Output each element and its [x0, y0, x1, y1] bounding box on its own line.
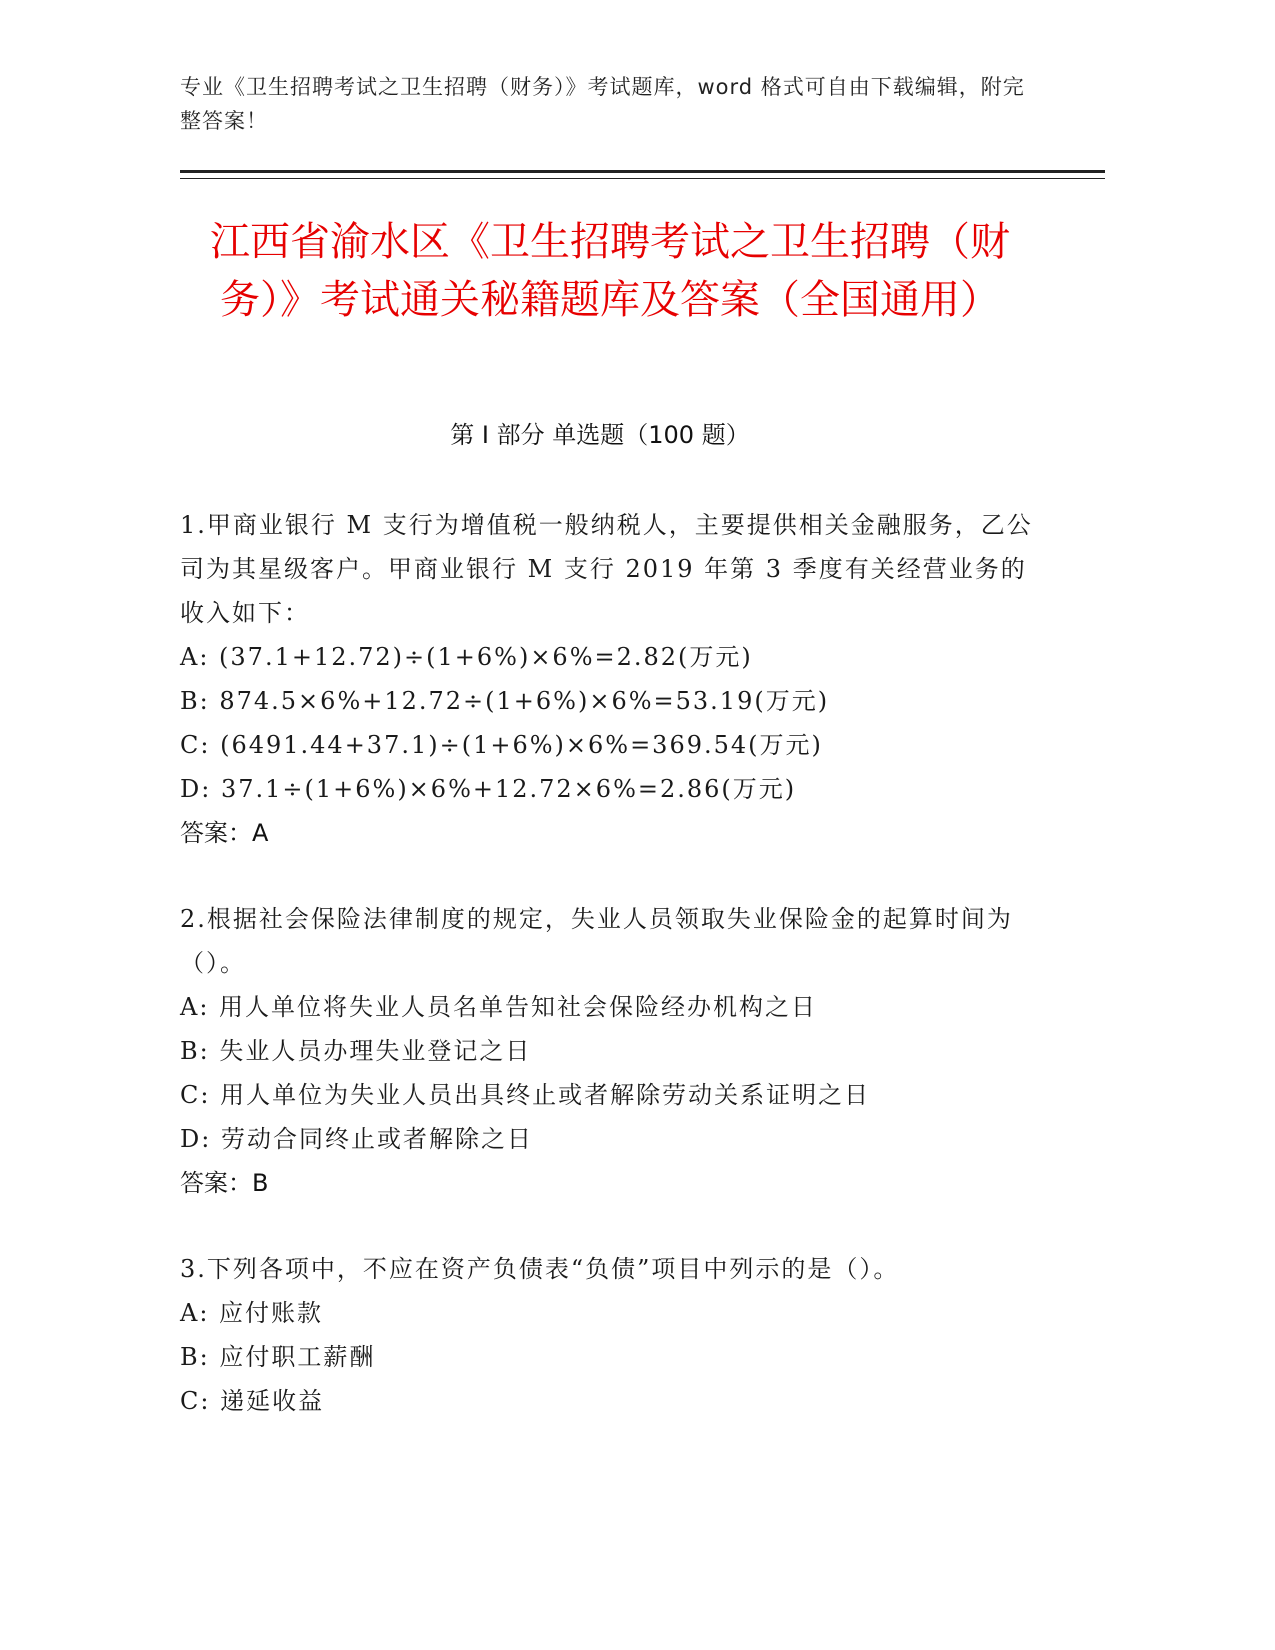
option-a: A: 用人单位将失业人员名单告知社会保险经办机构之日 — [180, 993, 818, 1021]
option-c: C: 递延收益 — [180, 1387, 325, 1415]
option-c: C: (6491.44+37.1)÷(1+6%)×6%=369.54(万元) — [180, 731, 823, 759]
option-c: C: 用人单位为失业人员出具终止或者解除劳动关系证明之日 — [180, 1081, 871, 1109]
answer: 答案：B — [180, 1169, 269, 1197]
question-text: 1.甲商业银行 M 支行为增值税一般纳税人，主要提供相关金融服务，乙公司为其星级客户。甲商业银行 M 支行 2019 年第 3 季度有关经营业务的收入如下： — [180, 511, 1033, 627]
option-a: A: (37.1+12.72)÷(1+6%)×6%=2.82(万元) — [180, 643, 753, 671]
option-b: B: 应付职工薪酬 — [180, 1343, 376, 1371]
option-b: B: 失业人员办理失业登记之日 — [180, 1037, 532, 1065]
question-1 — [180, 503, 1040, 855]
option-b: B: 874.5×6%+12.72÷(1+6%)×6%=53.19(万元) — [180, 687, 830, 715]
question-3 — [180, 1247, 1040, 1423]
question-2 — [180, 897, 1040, 1205]
option-a: A: 应付账款 — [180, 1299, 324, 1327]
question-list — [180, 503, 1040, 1465]
option-d: D: 劳动合同终止或者解除之日 — [180, 1125, 533, 1153]
header-rule-thin — [180, 178, 1105, 179]
question-text: 2.根据社会保险法律制度的规定，失业人员领取失业保险金的起算时间为（）。 — [180, 905, 1013, 977]
header-rule-thick — [180, 170, 1105, 173]
question-text: 3.下列各项中，不应在资产负债表“负债”项目中列示的是（）。 — [180, 1255, 900, 1283]
option-d: D: 37.1÷(1+6%)×6%+12.72×6%=2.86(万元) — [180, 775, 797, 803]
header-note: 专业《卫生招聘考试之卫生招聘（财务）》考试题库，word 格式可自由下载编辑，附完整答案！ — [180, 75, 1025, 133]
answer: 答案：A — [180, 819, 269, 847]
document-title: 江西省渝水区《卫生招聘考试之卫生招聘（财务）》考试通关秘籍题库及答案（全国通用） — [210, 219, 1010, 323]
section-title: 第 I 部分 单选题（100 题） — [450, 421, 750, 449]
